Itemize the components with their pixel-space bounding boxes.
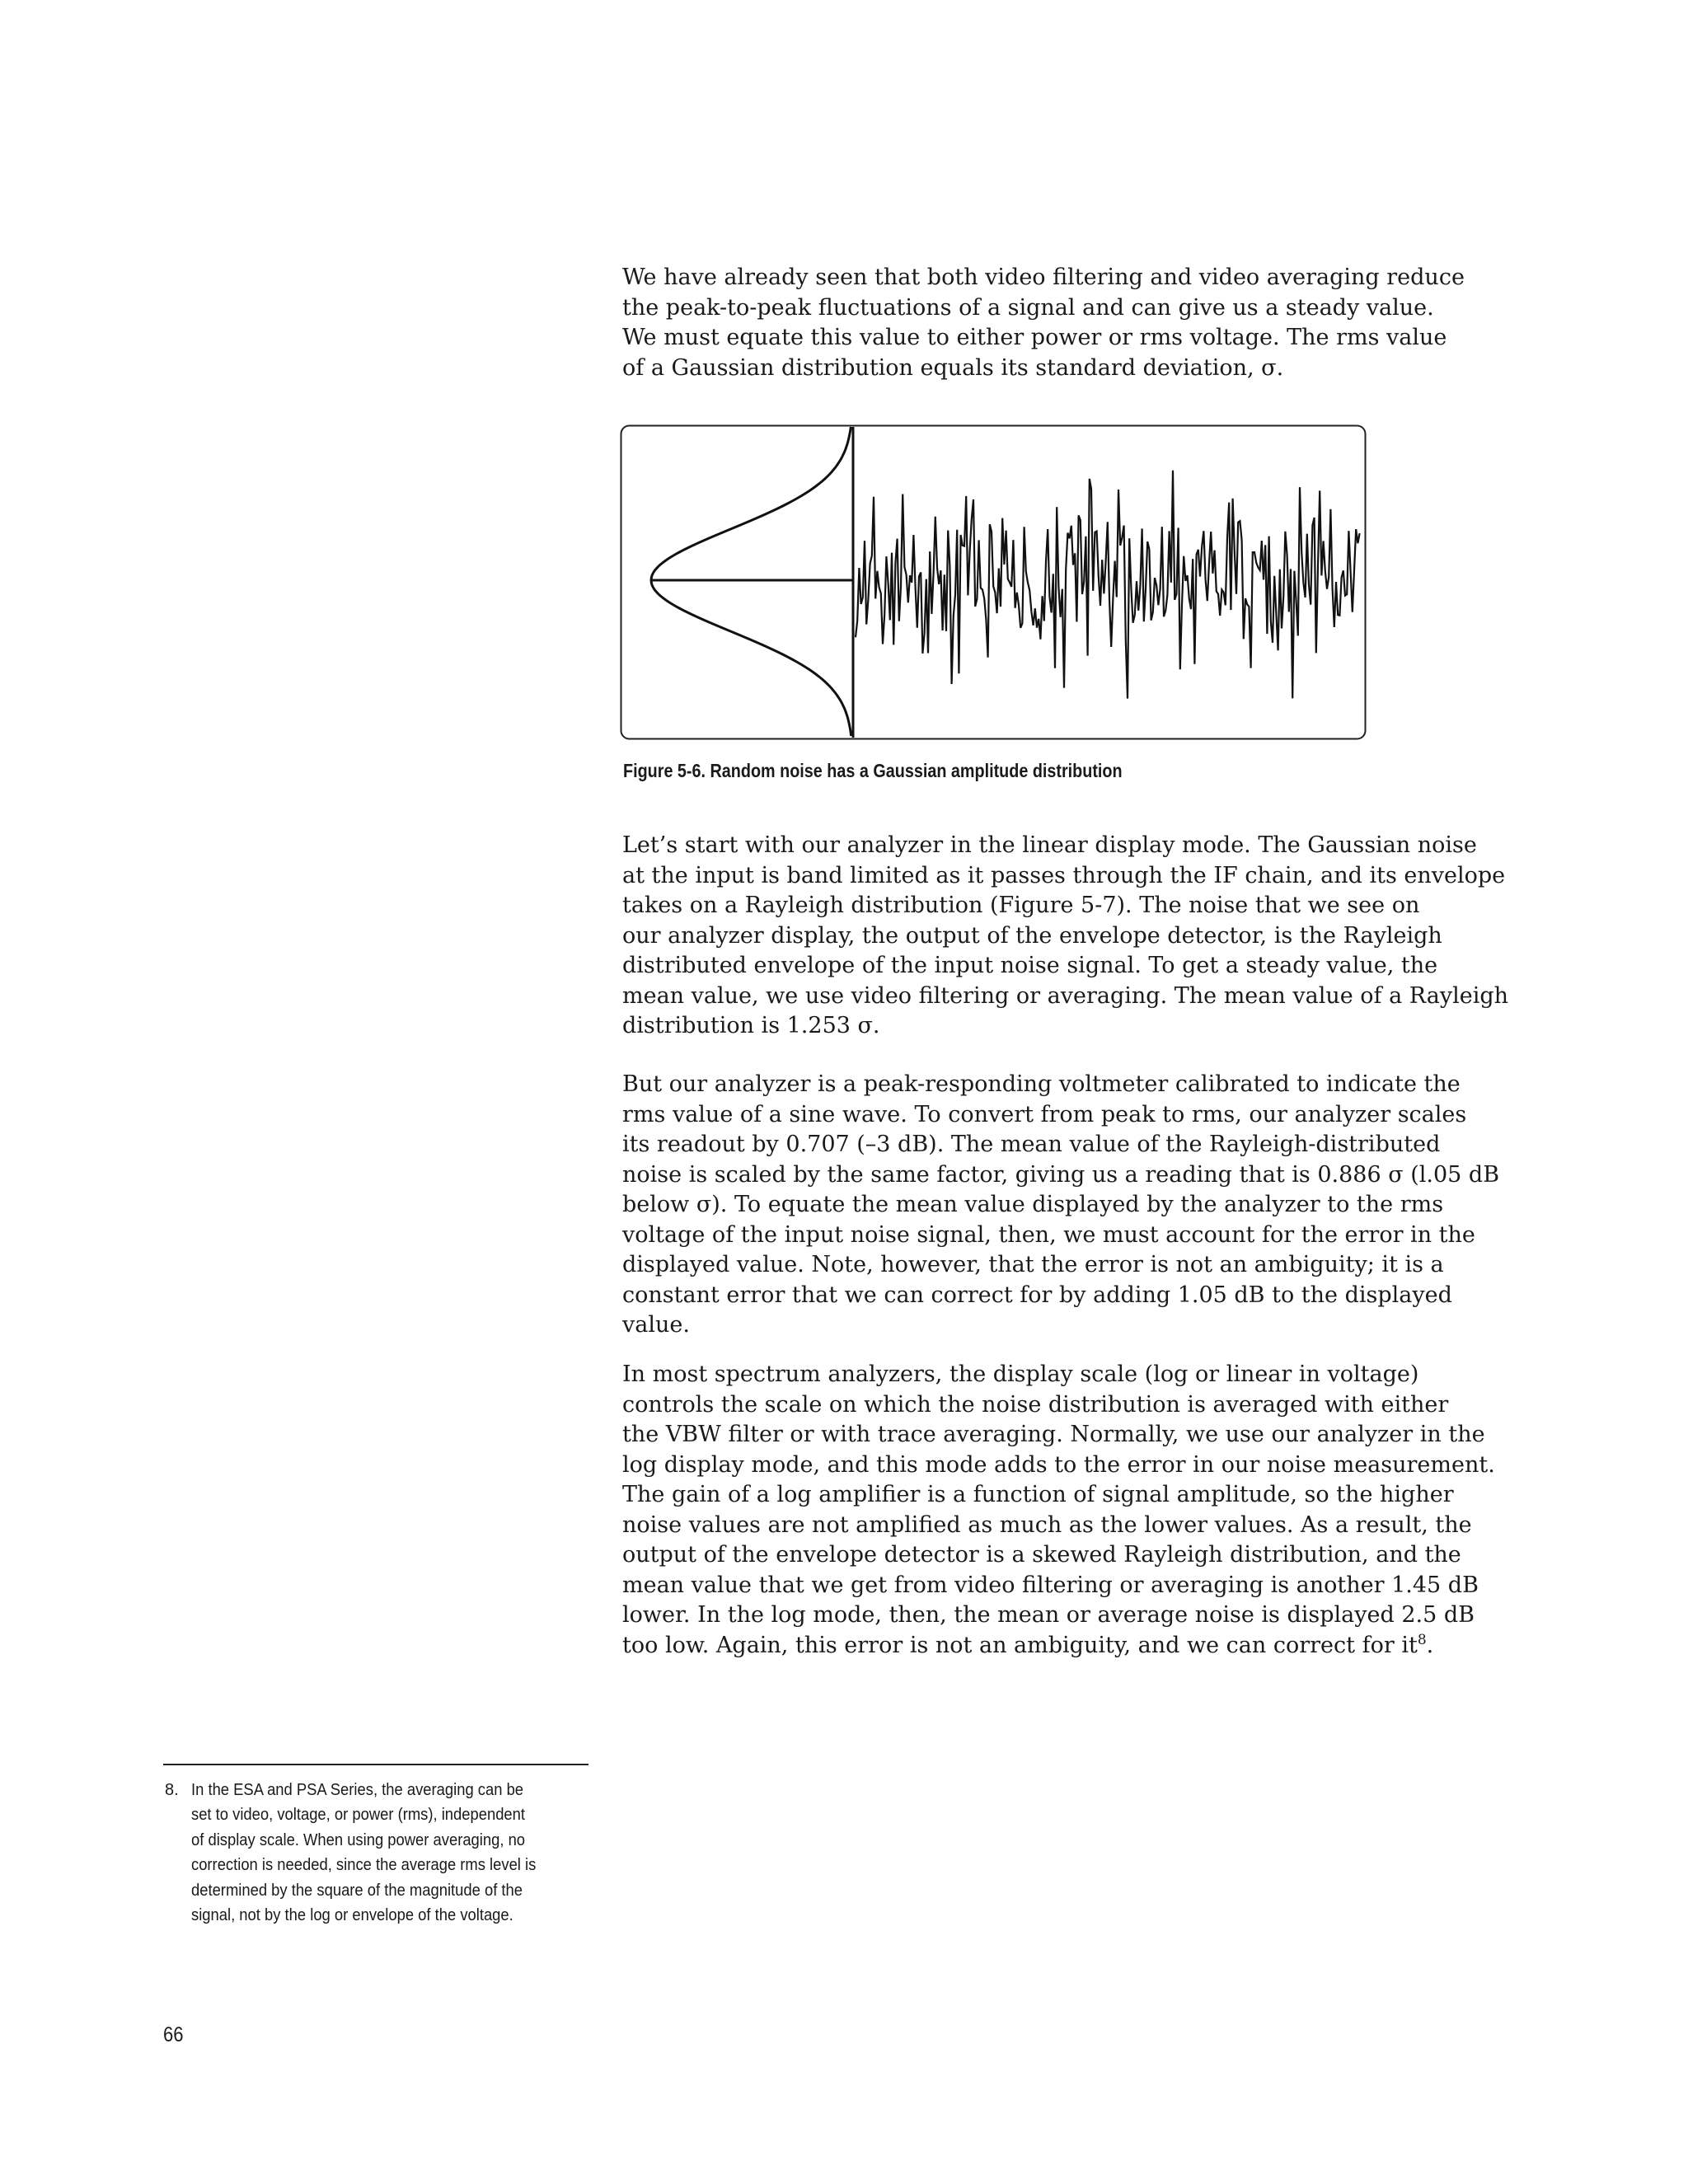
paragraph-linear-mode: Let’s start with our analyzer in the linear display mode. The Gaussian noise at the input is band limited as it passes through the IF chain, and its envelope takes on a Rayleigh distribution (Figure 5-7). The noise that we see on our analyzer display, the output of the envelope detector, is the Rayleigh distributed envelope of the input noise signal. To get a steady value, the mean value, we use video filtering or averaging. The mean value of a Rayleigh distribution is 1.253 σ. [622, 832, 1509, 1038]
footnote-number: 8. [165, 1781, 179, 1799]
figure-caption: Figure 5-6. Random noise has a Gaussian amplitude distribution [623, 760, 1123, 781]
paragraph-intro: We have already seen that both video filtering and video averaging reduce the peak-to-peak fluctuations of a signal and can give us a steady value. We must equate this value to either power or rms voltage. The rms value of a Gaussian distribution equals its standard deviation, σ. [622, 265, 1465, 381]
footnote [165, 1778, 593, 1928]
paragraph-log-mode-text: In most spectrum analyzers, the display scale (log or linear in voltage) controls the scale on which the noise distribution is averaged with either the VBW filter or with trace averaging. Normally, we use our analyzer in the log display mode, and this mode adds to the error in our noise measurement. The gain of a log amplifier is a function of signal amplitude, so the higher noise values are not amplified as much as the lower values. As a result, the output of the envelope detector is a skewed Rayleigh distribution, and the mean value that we get from video filtering or averaging is another 1.45 dB lower. In the log mode, then, the mean or average noise is displayed 2.5 dB too low. Again, this error is not an ambiguity, and we can correct for it [622, 1361, 1495, 1658]
paragraph-log-mode-end: . [1426, 1632, 1434, 1658]
page-number: 66 [163, 2023, 184, 2046]
footnote-reference: 8 [1417, 1631, 1427, 1648]
footnote-divider [163, 1764, 588, 1765]
footnote-text: In the ESA and PSA Series, the averaging can be set to video, voltage, or power (rms), independent of display scale. When using power averaging, no correction is needed, since the average rms level is determined by the square of the magnitude of the signal, not by the log or envelope of the voltage. [191, 1781, 537, 1925]
paragraph-log-mode [622, 1360, 1541, 1661]
gaussian-noise-figure [620, 424, 1367, 740]
paragraph-peak-responding: But our analyzer is a peak-responding voltmeter calibrated to indicate the rms value of a sine wave. To convert from peak to rms, our analyzer scales its readout by 0.707 (–3 dB). The mean value of the Rayleigh-distributed noise is scaled by the same factor, giving us a reading that is 0.886 σ (l.05 dB below σ). To equate the mean value displayed by the analyzer to the rms voltage of the input noise signal, then, we must account for the error in the displayed value. Note, however, that the error is not an ambiguity; it is a constant error that we can correct for by adding 1.05 dB to the displayed value. [622, 1071, 1500, 1338]
